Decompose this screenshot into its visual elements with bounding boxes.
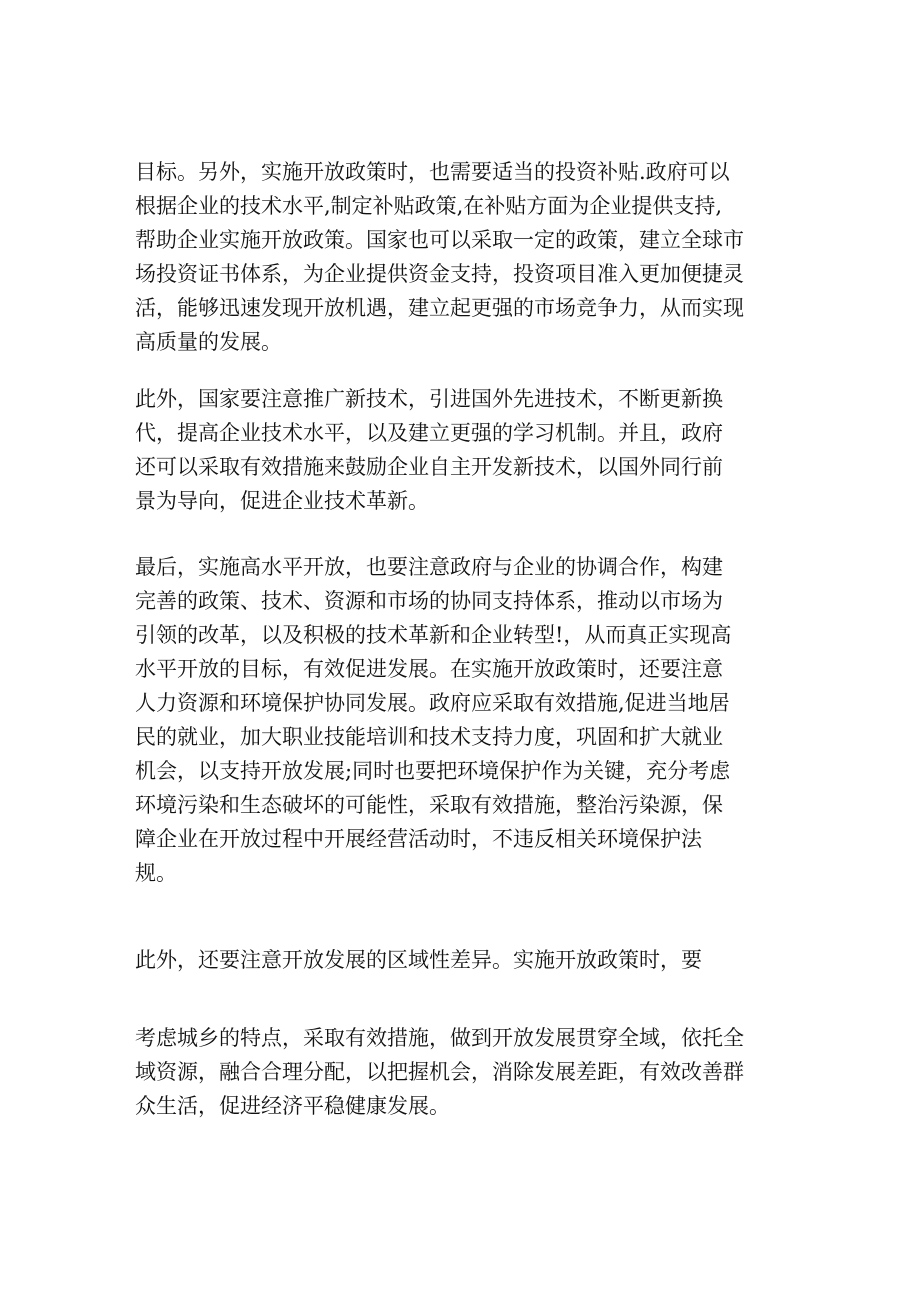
text-line: 帮助企业实施开放政策。国家也可以采取一定的政策，建立全球市 <box>135 228 744 252</box>
text-line: 考虑城乡的特点，采取有效措施，做到开放发展贯穿全域，依托全 <box>135 1026 744 1050</box>
text-line: 众生活，促进经济平稳健康发展。 <box>135 1094 450 1118</box>
text-line: 水平开放的目标，有效促进发展。在实施开放政策时，还要注意 <box>135 657 723 681</box>
text-line: 引领的改革，以及积极的技术革新和企业转型!，从而真正实现高 <box>135 623 732 647</box>
text-line: 高质量的发展。 <box>135 330 282 354</box>
paragraph-coordination <box>135 550 800 890</box>
text-line: 完善的政策、技术、资源和市场的协同支持体系，推动以市场为 <box>135 589 723 613</box>
text-line: 此外，还要注意开放发展的区域性差异。实施开放政策时，要 <box>135 948 702 972</box>
text-line: 民的就业，加大职业技能培训和技术支持力度，巩固和扩大就业 <box>135 725 723 749</box>
text-line: 根据企业的技术水平,制定补贴政策,在补贴方面为企业提供支持, <box>135 194 723 218</box>
paragraph-new-technology <box>135 382 800 518</box>
text-line: 活，能够迅速发现开放机遇，建立起更强的市场竞争力，从而实现 <box>135 296 744 320</box>
text-line: 人力资源和环境保护协同发展。政府应采取有效措施,促进当地居 <box>135 691 730 715</box>
text-line: 机会，以支持开放发展;同时也要把环境保护作为关键，充分考虑 <box>135 759 731 783</box>
text-line: 此外，国家要注意推广新技术，引进国外先进技术，不断更新换 <box>135 387 723 411</box>
text-line: 障企业在开放过程中开展经营活动时，不违反相关环境保护法 <box>135 827 702 851</box>
text-line: 还可以采取有效措施来鼓励企业自主开发新技术，以国外同行前 <box>135 455 723 479</box>
paragraph-urban-rural <box>135 1021 800 1123</box>
text-line: 规。 <box>135 861 177 885</box>
text-line: 景为导向，促进企业技术革新。 <box>135 489 429 513</box>
text-line: 环境污染和生态破坏的可能性，采取有效措施，整治污染源，保 <box>135 793 723 817</box>
text-line: 场投资证书体系，为企业提供资金支持，投资项目准入更加便捷灵 <box>135 262 744 286</box>
text-line: 目标。另外，实施开放政策时，也需要适当的投资补贴.政府可以 <box>135 160 730 184</box>
paragraph-investment-subsidy <box>135 155 800 359</box>
text-line: 代，提高企业技术水平，以及建立更强的学习机制。并且，政府 <box>135 421 723 445</box>
text-line: 域资源，融合合理分配，以把握机会，消除发展差距，有效改善群 <box>135 1060 744 1084</box>
paragraph-regional-differences <box>135 943 800 977</box>
text-line: 最后，实施高水平开放，也要注意政府与企业的协调合作，构建 <box>135 555 723 579</box>
